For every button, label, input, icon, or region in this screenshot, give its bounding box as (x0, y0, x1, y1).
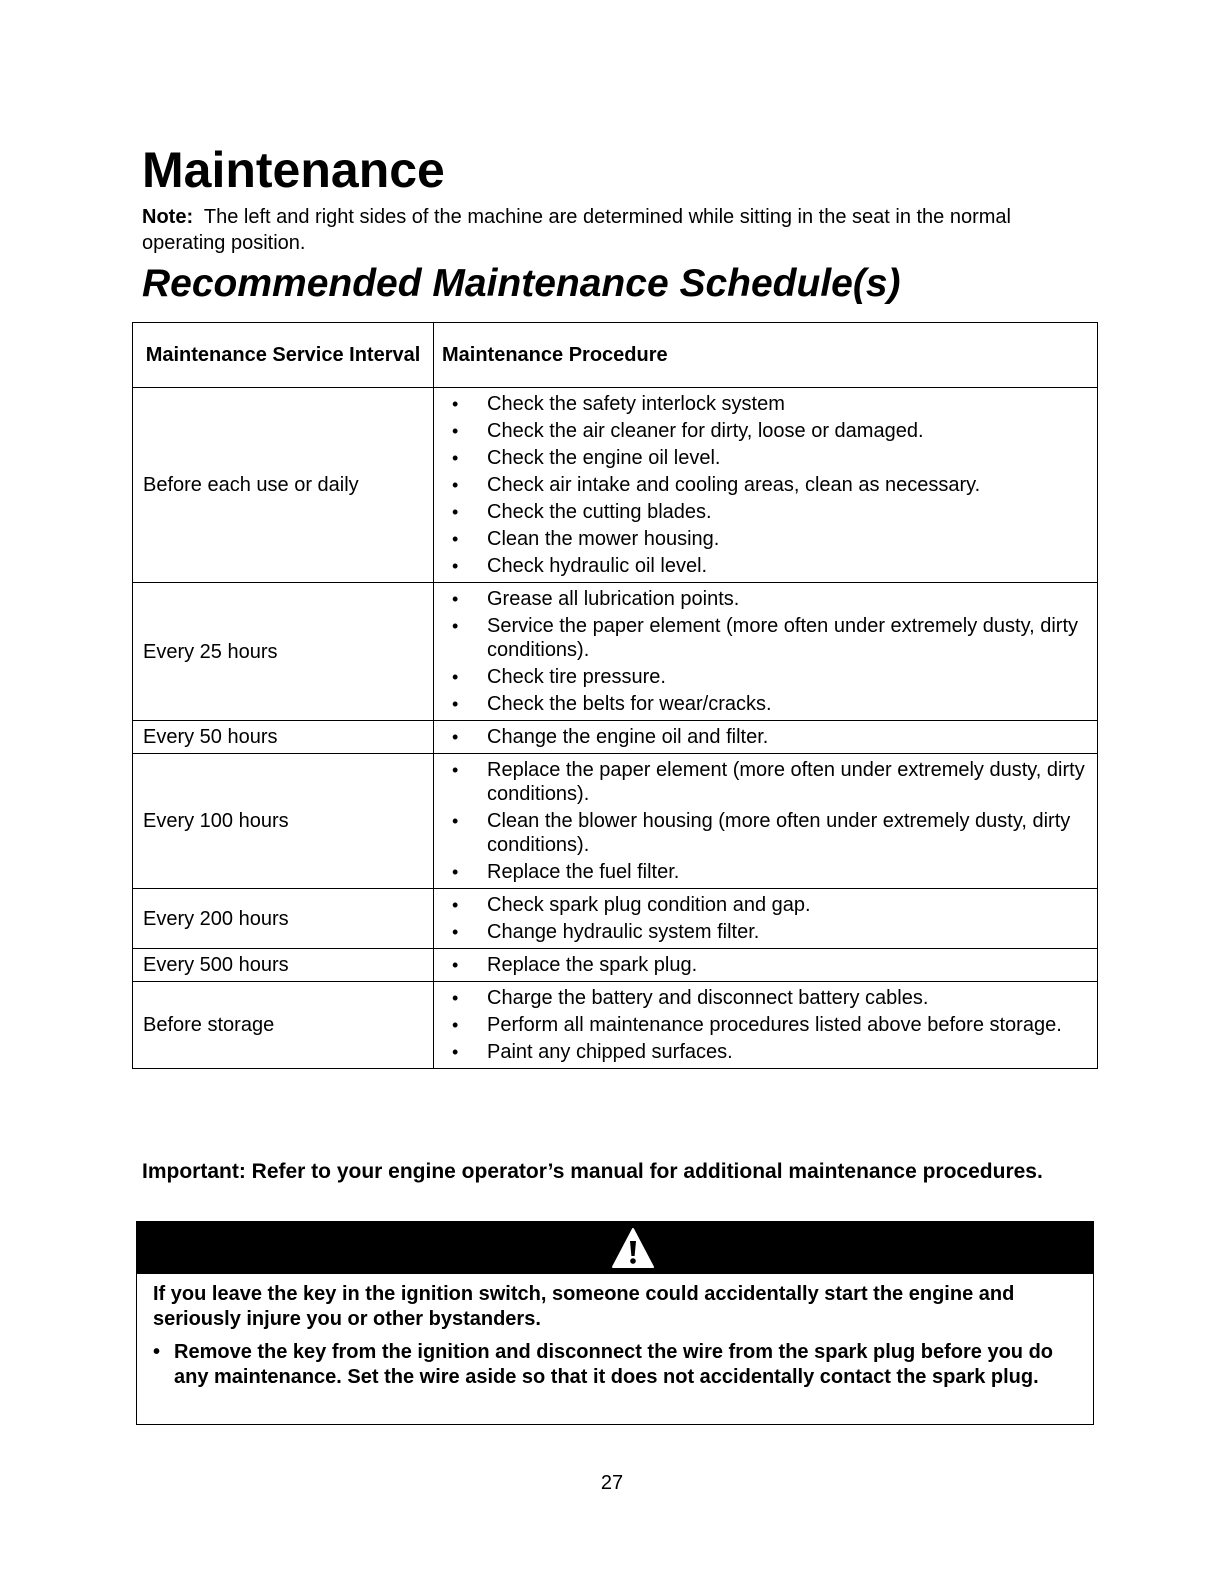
procedure-item: • Check the air cleaner for dirty, loose or damaged. (434, 419, 1089, 443)
procedure-cell (434, 982, 1098, 1069)
procedure-item: • Grease all lubrication points. (434, 587, 1089, 611)
warning-header-bar (137, 1222, 1093, 1274)
note (142, 204, 1082, 256)
interval-cell: Before storage (133, 982, 434, 1069)
procedure-item: • Replace the paper element (more often under extremely dusty, dirty conditions). (434, 758, 1089, 806)
procedure-item: • Check the safety interlock system (434, 392, 1089, 416)
procedure-item: • Replace the fuel filter. (434, 860, 1089, 884)
procedure-list (434, 388, 1089, 582)
procedure-cell (434, 583, 1098, 721)
procedure-item: • Change the engine oil and filter. (434, 725, 1089, 749)
table-row (133, 721, 1098, 754)
warning-box (136, 1221, 1094, 1425)
table-row (133, 583, 1098, 721)
warning-body (137, 1274, 1093, 1390)
procedure-list (434, 982, 1089, 1068)
table-row (133, 754, 1098, 889)
note-label: Note: (142, 206, 194, 228)
procedure-item: • Clean the blower housing (more often under extremely dusty, dirty conditions). (434, 809, 1089, 857)
procedure-item: • Check hydraulic oil level. (434, 554, 1089, 578)
procedure-item: • Service the paper element (more often under extremely dusty, dirty conditions). (434, 614, 1089, 662)
interval-cell: Every 25 hours (133, 583, 434, 721)
important-note: Important: Refer to your engine operator’s manual for additional maintenance procedures. (142, 1160, 1043, 1183)
procedure-cell (434, 949, 1098, 982)
procedure-cell (434, 721, 1098, 754)
warning-triangle-icon (611, 1227, 655, 1269)
procedure-list (434, 754, 1089, 888)
procedure-item: • Check the cutting blades. (434, 500, 1089, 524)
interval-cell: Every 200 hours (133, 889, 434, 949)
procedure-item: • Paint any chipped surfaces. (434, 1040, 1089, 1064)
procedure-cell (434, 889, 1098, 949)
procedure-item: • Check the engine oil level. (434, 446, 1089, 470)
procedure-list (434, 949, 1089, 981)
procedure-list (434, 889, 1089, 948)
interval-cell: Every 100 hours (133, 754, 434, 889)
page-title: Maintenance (142, 142, 445, 198)
warning-text: If you leave the key in the ignition switch, someone could accidentally start the engine and seriously injure you or other bystanders. (153, 1283, 1015, 1330)
procedure-item: • Perform all maintenance procedures listed above before storage. (434, 1013, 1089, 1037)
maintenance-schedule-table (132, 322, 1098, 1069)
warning-list-item: • Remove the key from the ignition and disconnect the wire from the spark plug before you do any maintenance. Set the wire aside so that it does not accidentally contact the spark plug. (153, 1340, 1079, 1390)
procedure-item: • Change hydraulic system filter. (434, 920, 1089, 944)
procedure-list (434, 721, 1089, 753)
procedure-item: • Check spark plug condition and gap. (434, 893, 1089, 917)
table-row (133, 949, 1098, 982)
section-title: Recommended Maintenance Schedule(s) (142, 262, 901, 305)
table-header-row (133, 323, 1098, 388)
header-interval: Maintenance Service Interval (133, 323, 434, 388)
table-body (133, 388, 1098, 1069)
procedure-item: • Charge the battery and disconnect battery cables. (434, 986, 1089, 1010)
procedure-list (434, 583, 1089, 720)
interval-cell: Every 50 hours (133, 721, 434, 754)
procedure-cell (434, 388, 1098, 583)
interval-cell: Before each use or daily (133, 388, 434, 583)
table-row (133, 982, 1098, 1069)
note-text: The left and right sides of the machine are determined while sitting in the seat in the normal operating position. (142, 206, 1011, 254)
interval-cell: Every 500 hours (133, 949, 434, 982)
procedure-item: • Check the belts for wear/cracks. (434, 692, 1089, 716)
page-number: 27 (600, 1472, 624, 1494)
header-procedure: Maintenance Procedure (434, 323, 1098, 388)
procedure-item: • Check air intake and cooling areas, clean as necessary. (434, 473, 1089, 497)
procedure-item: • Clean the mower housing. (434, 527, 1089, 551)
table-row (133, 388, 1098, 583)
procedure-item: • Replace the spark plug. (434, 953, 1089, 977)
table-row (133, 889, 1098, 949)
warning-list (153, 1340, 1079, 1390)
procedure-cell (434, 754, 1098, 889)
procedure-item: • Check tire pressure. (434, 665, 1089, 689)
